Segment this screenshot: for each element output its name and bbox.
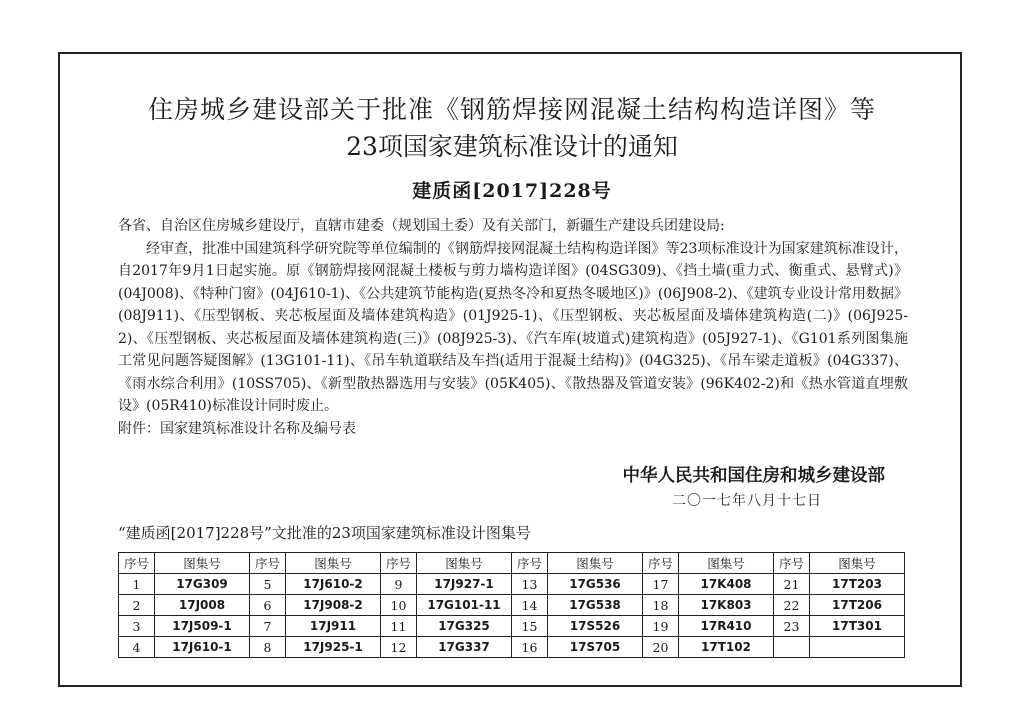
table-caption: “建质函[2017]228号”文批准的23项国家建筑标准设计图集号 bbox=[118, 524, 531, 542]
notice-title-line-1: 住房城乡建设部关于批准《钢筋焊接网混凝土结构构造详图》等 bbox=[147, 95, 876, 124]
issue-date: 二〇一七年八月十七日 bbox=[672, 493, 822, 509]
seq-cell: 17 bbox=[643, 574, 679, 595]
atlas-code-cell: 17T203 bbox=[810, 574, 905, 595]
seq-cell: 11 bbox=[381, 616, 417, 637]
notice-body bbox=[118, 215, 908, 440]
seq-cell: 5 bbox=[250, 574, 286, 595]
seq-cell: 6 bbox=[250, 595, 286, 616]
body-paragraph: 经审查，批准中国建筑科学研究院等单位编制的《钢筋焊接网混凝土结构构造详图》等23项标准设计为国家建筑标准设计，自2017年9月1日起实施。原《钢筋焊接网混凝土楼板与剪力墙构造详图》(04SG309)、《挡土墙(重力式、衡重式、悬臂式)》(04J008)、《特种门窗》(04J610-1)、《公共建筑节能构造(夏热冬冷和夏热冬暖地区)》(06J908-2)、《建筑专业设计常用数据》(08J911)、《压型钢板、夹芯板屋面及墙体建筑构造》(01J925-1)、《压型钢板、夹芯板屋面及墙体建筑构造(二)》(06J925-2)、《压型钢板、夹芯板屋面及墙体建筑构造(三)》(08J925-3)、《汽车库(坡道式)建筑构造》(05J927-1)、《G101系列图集施工常见问题答疑图解》(13G101-11)、《吊车轨道联结及车挡(适用于混凝土结构)》(04G325)、《吊车梁走道板》(04G337)、《雨水综合利用》(10SS705)、《新型散热器选用与安装》(05K405)、《散热器及管道安装》(96K402-2)和《热水管道直埋敷设》(05R410)标准设计同时废止。 bbox=[118, 240, 908, 414]
seq-cell: 12 bbox=[381, 637, 417, 658]
seq-cell: 21 bbox=[774, 574, 810, 595]
header-seq: 序号 bbox=[774, 553, 810, 574]
atlas-code-cell: 17J908-2 bbox=[286, 595, 381, 616]
table-header-row bbox=[119, 553, 905, 574]
header-atlas-no: 图集号 bbox=[286, 553, 381, 574]
attachment-line: 附件：国家建筑标准设计名称及编号表 bbox=[118, 420, 356, 437]
header-atlas-no: 图集号 bbox=[548, 553, 643, 574]
atlas-code-cell bbox=[810, 637, 905, 658]
atlas-code-cell: 17J008 bbox=[155, 595, 250, 616]
seq-cell: 20 bbox=[643, 637, 679, 658]
table-row bbox=[119, 574, 905, 595]
seq-cell: 4 bbox=[119, 637, 155, 658]
atlas-code-cell: 17K803 bbox=[679, 595, 774, 616]
atlas-code-cell: 17G538 bbox=[548, 595, 643, 616]
seq-cell: 19 bbox=[643, 616, 679, 637]
atlas-code-cell: 17G101-11 bbox=[417, 595, 512, 616]
atlas-code-cell: 17S526 bbox=[548, 616, 643, 637]
header-seq: 序号 bbox=[119, 553, 155, 574]
atlas-code-cell: 17G325 bbox=[417, 616, 512, 637]
seq-cell: 2 bbox=[119, 595, 155, 616]
seq-cell: 3 bbox=[119, 616, 155, 637]
atlas-code-cell: 17T301 bbox=[810, 616, 905, 637]
seq-cell: 1 bbox=[119, 574, 155, 595]
addressee-line: 各省、自治区住房城乡建设厅，直辖市建委（规划国土委）及有关部门，新疆生产建设兵团建设局: bbox=[118, 218, 725, 234]
atlas-code-cell: 17J927-1 bbox=[417, 574, 512, 595]
seq-cell: 15 bbox=[512, 616, 548, 637]
seq-cell: 9 bbox=[381, 574, 417, 595]
header-atlas-no: 图集号 bbox=[417, 553, 512, 574]
table-row bbox=[119, 616, 905, 637]
atlas-code-cell: 17T206 bbox=[810, 595, 905, 616]
seq-cell: 13 bbox=[512, 574, 548, 595]
atlas-code-cell: 17J610-2 bbox=[286, 574, 381, 595]
seq-cell bbox=[774, 637, 810, 658]
seq-cell: 7 bbox=[250, 616, 286, 637]
document-number: 建质函[2017]228号 bbox=[412, 180, 612, 202]
atlas-code-cell: 17G536 bbox=[548, 574, 643, 595]
atlas-code-cell: 17K408 bbox=[679, 574, 774, 595]
notice-title-line-2: 23项国家建筑标准设计的通知 bbox=[346, 132, 678, 161]
seq-cell: 10 bbox=[381, 595, 417, 616]
atlas-code-cell: 17S705 bbox=[548, 637, 643, 658]
header-atlas-no: 图集号 bbox=[155, 553, 250, 574]
atlas-code-cell: 17G337 bbox=[417, 637, 512, 658]
atlas-number-table bbox=[118, 552, 905, 658]
seq-cell: 14 bbox=[512, 595, 548, 616]
atlas-code-cell: 17R410 bbox=[679, 616, 774, 637]
header-seq: 序号 bbox=[250, 553, 286, 574]
atlas-code-cell: 17J925-1 bbox=[286, 637, 381, 658]
table-row bbox=[119, 637, 905, 658]
atlas-code-cell: 17J509-1 bbox=[155, 616, 250, 637]
issuing-authority: 中华人民共和国住房和城乡建设部 bbox=[622, 466, 885, 486]
header-seq: 序号 bbox=[643, 553, 679, 574]
atlas-code-cell: 17G309 bbox=[155, 574, 250, 595]
header-seq: 序号 bbox=[381, 553, 417, 574]
header-atlas-no: 图集号 bbox=[810, 553, 905, 574]
seq-cell: 23 bbox=[774, 616, 810, 637]
seq-cell: 16 bbox=[512, 637, 548, 658]
table-row bbox=[119, 595, 905, 616]
atlas-code-cell: 17J610-1 bbox=[155, 637, 250, 658]
seq-cell: 22 bbox=[774, 595, 810, 616]
atlas-code-cell: 17J911 bbox=[286, 616, 381, 637]
atlas-code-cell: 17T102 bbox=[679, 637, 774, 658]
header-atlas-no: 图集号 bbox=[679, 553, 774, 574]
header-seq: 序号 bbox=[512, 553, 548, 574]
seq-cell: 18 bbox=[643, 595, 679, 616]
seq-cell: 8 bbox=[250, 637, 286, 658]
